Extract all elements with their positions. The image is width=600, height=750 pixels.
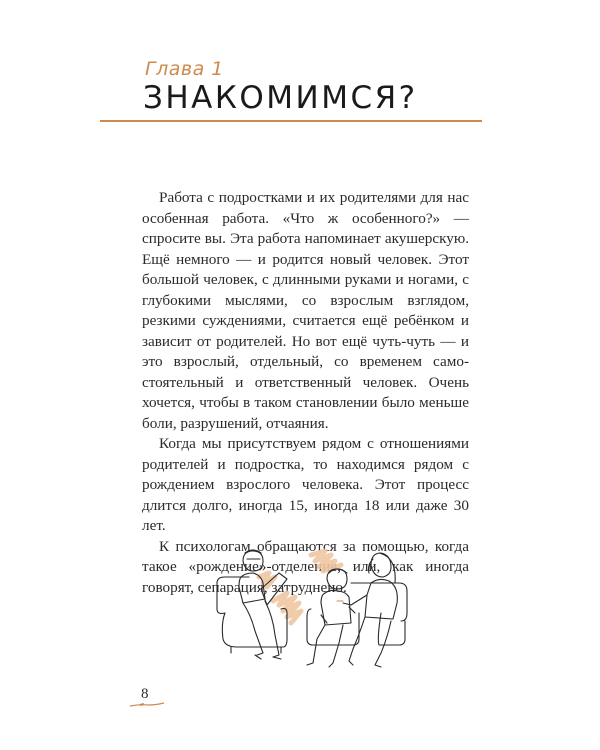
paragraph: Работа с подростками и их родителями для нас особенная работа. «Что ж особенного?» — спросите вы. Эта работа напоминает акушерскую. Ещё немного — и родится новый человек. Этот большой человек, с длинными руками и ногами, с глубокими мыслями, со взрослым взглядом, резкими суждениями, считается ещё ребёнком и зависит от родителей. Но вот ещё чуть-чуть — и это взрослый, отдельный, со временем самостоятельный и ответственный человек. Очень хочется, чтобы в таком становлении было меньше боли, разрушений, отчаяния. <box>142 189 469 432</box>
paragraph: Когда мы присутствуем рядом с отношениями родителей и подростка, то находимся рядом с рождением взрослого человека. Этот процесс длится долго, иногда 15, иногда 18 или даже 30 лет. <box>142 435 469 534</box>
page-number: 8 <box>141 686 149 702</box>
therapy-session-illustration <box>203 543 418 678</box>
title-underline <box>100 120 482 122</box>
accent-scribbles <box>259 551 341 623</box>
chapter-title: ЗНАКОМИМСЯ? <box>143 80 418 116</box>
body-text <box>142 188 469 598</box>
paragraph: К психологам обращаются за помощью, когда такое «рождение»-отделение, или, как иногда говорят, сепарация, затруднено. <box>142 537 469 596</box>
page-number-swash <box>128 700 168 710</box>
chapter-label: Глава 1 <box>145 58 224 80</box>
